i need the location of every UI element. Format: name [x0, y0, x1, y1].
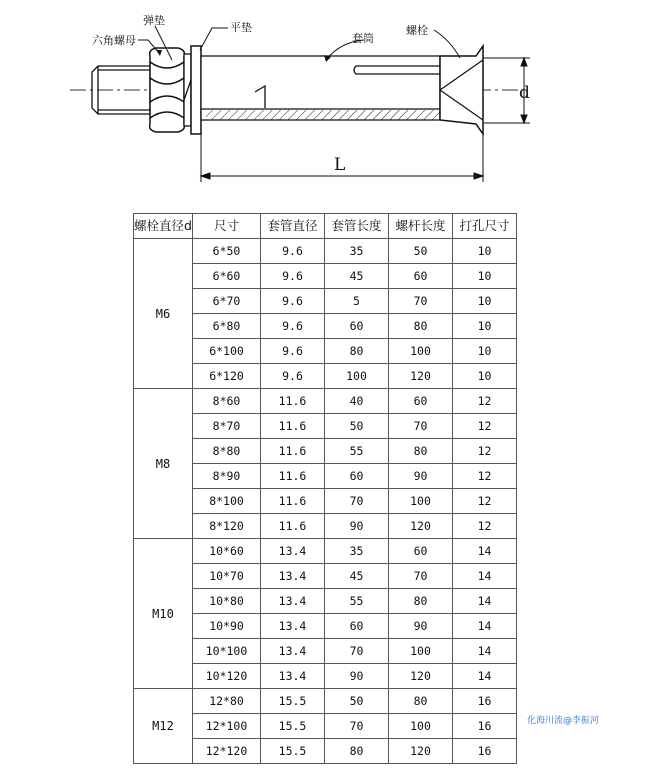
size-cell: 12*80	[193, 689, 261, 714]
drill-size-cell: 10	[453, 289, 517, 314]
drill-size-cell: 10	[453, 239, 517, 264]
header-bolt-diameter: 螺栓直径d	[134, 214, 193, 239]
rod-length-cell: 120	[389, 364, 453, 389]
length-label: L	[334, 155, 346, 175]
table-row	[134, 239, 517, 264]
rod-length-cell: 80	[389, 689, 453, 714]
size-cell: 10*80	[193, 589, 261, 614]
rod-length-cell: 120	[389, 664, 453, 689]
drill-size-cell: 12	[453, 464, 517, 489]
size-cell: 12*100	[193, 714, 261, 739]
rod-length-cell: 80	[389, 314, 453, 339]
size-cell: 10*120	[193, 664, 261, 689]
size-cell: 10*70	[193, 564, 261, 589]
bolt-diameter-cell: M12	[134, 689, 193, 764]
size-cell: 6*60	[193, 264, 261, 289]
rod-length-cell: 100	[389, 489, 453, 514]
size-cell: 10*100	[193, 639, 261, 664]
drill-size-cell: 16	[453, 689, 517, 714]
header-size: 尺寸	[193, 214, 261, 239]
sleeve-diameter-cell: 13.4	[261, 564, 325, 589]
size-cell: 8*70	[193, 414, 261, 439]
spring-washer	[184, 54, 191, 126]
sleeve-length-cell: 5	[325, 289, 389, 314]
bolt-diameter-cell: M8	[134, 389, 193, 539]
sleeve-length-cell: 60	[325, 614, 389, 639]
sleeve-length-cell: 90	[325, 514, 389, 539]
size-cell: 8*60	[193, 389, 261, 414]
size-cell: 8*80	[193, 439, 261, 464]
sleeve-diameter-cell: 9.6	[261, 364, 325, 389]
drill-size-cell: 16	[453, 739, 517, 764]
rod-length-cell: 70	[389, 289, 453, 314]
sleeve-length-cell: 80	[325, 339, 389, 364]
size-cell: 6*120	[193, 364, 261, 389]
sleeve-diameter-cell: 13.4	[261, 539, 325, 564]
spec-table-body	[134, 239, 517, 764]
drill-size-cell: 10	[453, 339, 517, 364]
expansion-bolt-diagram	[0, 0, 650, 205]
sleeve-diameter-cell: 13.4	[261, 614, 325, 639]
sleeve-length-cell: 60	[325, 464, 389, 489]
hex-nut	[150, 48, 185, 132]
rod-length-cell: 90	[389, 464, 453, 489]
sleeve-diameter-cell: 11.6	[261, 489, 325, 514]
sleeve-length-cell: 55	[325, 589, 389, 614]
size-cell: 8*120	[193, 514, 261, 539]
header-sleeve-length: 套管长度	[325, 214, 389, 239]
drill-size-cell: 12	[453, 514, 517, 539]
table-header-row	[134, 214, 517, 239]
rod-length-cell: 90	[389, 614, 453, 639]
hex-nut-label: 六角螺母	[92, 34, 136, 47]
bolt-diameter-cell: M10	[134, 539, 193, 689]
drill-size-cell: 14	[453, 614, 517, 639]
sleeve-length-cell: 50	[325, 689, 389, 714]
rod-length-cell: 60	[389, 264, 453, 289]
rod-length-cell: 60	[389, 539, 453, 564]
sleeve-diameter-cell: 11.6	[261, 389, 325, 414]
bolt-label: 螺栓	[406, 24, 428, 37]
sleeve-diameter-cell: 9.6	[261, 264, 325, 289]
sleeve-length-cell: 70	[325, 714, 389, 739]
sleeve-diameter-cell: 11.6	[261, 439, 325, 464]
size-cell: 10*60	[193, 539, 261, 564]
drill-size-cell: 14	[453, 639, 517, 664]
sleeve-length-cell: 35	[325, 239, 389, 264]
table-row	[134, 389, 517, 414]
drill-size-cell: 12	[453, 439, 517, 464]
flat-washer	[191, 46, 201, 134]
sleeve-length-cell: 90	[325, 664, 389, 689]
sleeve-diameter-cell: 11.6	[261, 514, 325, 539]
flat-washer-label: 平垫	[230, 21, 252, 34]
size-cell: 6*80	[193, 314, 261, 339]
expansion-bolt-spec-table	[133, 213, 517, 764]
watermark-text: 化海川流@李振河	[527, 716, 600, 726]
sleeve-diameter-cell: 9.6	[261, 239, 325, 264]
drill-size-cell: 12	[453, 414, 517, 439]
drill-size-cell: 10	[453, 264, 517, 289]
sleeve-length-cell: 35	[325, 539, 389, 564]
sleeve-diameter-cell: 15.5	[261, 689, 325, 714]
sleeve-length-cell: 45	[325, 264, 389, 289]
drill-size-cell: 10	[453, 314, 517, 339]
size-cell: 10*90	[193, 614, 261, 639]
rod-length-cell: 80	[389, 439, 453, 464]
size-cell: 12*120	[193, 739, 261, 764]
sleeve-label: 套筒	[352, 32, 374, 45]
rod-length-cell: 70	[389, 564, 453, 589]
sleeve-diameter-cell: 9.6	[261, 289, 325, 314]
sleeve-length-cell: 100	[325, 364, 389, 389]
sleeve-diameter-cell: 15.5	[261, 714, 325, 739]
sleeve-length-cell: 80	[325, 739, 389, 764]
drill-size-cell: 14	[453, 664, 517, 689]
drill-size-cell: 14	[453, 564, 517, 589]
table-row	[134, 689, 517, 714]
header-drill-size: 打孔尺寸	[453, 214, 517, 239]
drill-size-cell: 12	[453, 489, 517, 514]
sleeve-diameter-cell: 13.4	[261, 639, 325, 664]
sleeve-diameter-cell: 13.4	[261, 664, 325, 689]
size-cell: 6*70	[193, 289, 261, 314]
cone-head	[440, 46, 483, 134]
rod-length-cell: 100	[389, 714, 453, 739]
size-cell: 8*90	[193, 464, 261, 489]
header-rod-length: 螺杆长度	[389, 214, 453, 239]
sleeve-diameter-cell: 13.4	[261, 589, 325, 614]
sleeve-length-cell: 70	[325, 639, 389, 664]
sleeve-length-cell: 55	[325, 439, 389, 464]
drill-size-cell: 10	[453, 364, 517, 389]
rod-length-cell: 120	[389, 514, 453, 539]
rod-length-cell: 100	[389, 639, 453, 664]
sleeve-length-cell: 70	[325, 489, 389, 514]
table-row	[134, 539, 517, 564]
sleeve-length-cell: 45	[325, 564, 389, 589]
rod-length-cell: 100	[389, 339, 453, 364]
sleeve	[201, 56, 440, 120]
size-cell: 8*100	[193, 489, 261, 514]
size-cell: 6*100	[193, 339, 261, 364]
diameter-label: d	[519, 83, 530, 103]
sleeve-diameter-cell: 9.6	[261, 314, 325, 339]
sleeve-diameter-cell: 15.5	[261, 739, 325, 764]
sleeve-diameter-cell: 11.6	[261, 464, 325, 489]
drill-size-cell: 14	[453, 589, 517, 614]
rod-length-cell: 60	[389, 389, 453, 414]
size-cell: 6*50	[193, 239, 261, 264]
drill-size-cell: 14	[453, 539, 517, 564]
bolt-diameter-cell: M6	[134, 239, 193, 389]
header-sleeve-diameter: 套管直径	[261, 214, 325, 239]
sleeve-diameter-cell: 9.6	[261, 339, 325, 364]
rod-length-cell: 120	[389, 739, 453, 764]
sleeve-length-cell: 40	[325, 389, 389, 414]
spring-washer-label: 弹垫	[143, 14, 165, 27]
sleeve-length-cell: 60	[325, 314, 389, 339]
sleeve-length-cell: 50	[325, 414, 389, 439]
sleeve-diameter-cell: 11.6	[261, 414, 325, 439]
rod-length-cell: 70	[389, 414, 453, 439]
rod-length-cell: 50	[389, 239, 453, 264]
drill-size-cell: 12	[453, 389, 517, 414]
rod-length-cell: 80	[389, 589, 453, 614]
drill-size-cell: 16	[453, 714, 517, 739]
